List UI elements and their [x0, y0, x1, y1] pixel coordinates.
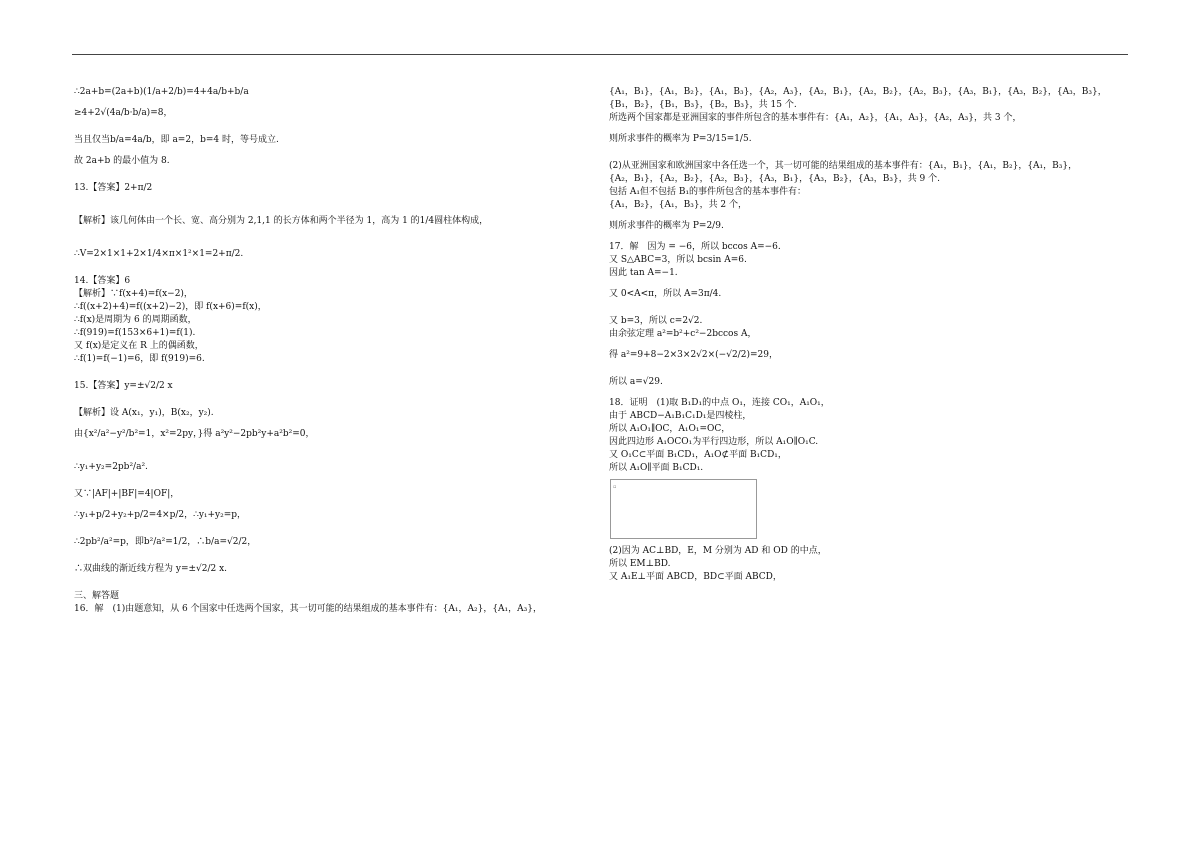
- text-line: 又 A₁E⊥平面 ABCD，BD⊂平面 ABCD，: [609, 572, 782, 582]
- text-line: 又 S△ABC=3，所以 bcsin A=6.: [609, 255, 747, 265]
- text-line: ∴y₁+p/2+y₂+p/2=4×p/2，∴y₁+y₂=p，: [74, 510, 247, 520]
- text-line: 17．解 因为 = −6，所以 bccos A=−6.: [609, 242, 781, 252]
- text-line: 则所求事件的概率为 P=3/15=1/5.: [609, 134, 752, 144]
- text-line: 由余弦定理 a²=b²+c²−2bccos A，: [609, 329, 757, 339]
- text-line: 又 b=3，所以 c=2√2.: [609, 316, 703, 326]
- text-line: 则所求事件的概率为 P=2/9.: [609, 221, 724, 231]
- text-line: 14.【答案】6: [74, 276, 131, 286]
- figure-placeholder-icon: ▫: [613, 484, 617, 490]
- text-line: 所以 A₁O₁∥OC，A₁O₁=OC，: [609, 424, 731, 434]
- text-line: 16．解 (1)由题意知，从 6 个国家中任选两个国家，其一切可能的结果组成的基本事件有：{A₁，A₂}，{A₁，A₃}，: [74, 604, 542, 614]
- text-line: 所以 EM⊥BD.: [609, 559, 671, 569]
- text-line: ∴2a+b=(2a+b)(1/a+2/b)=4+4a/b+b/a: [74, 87, 249, 97]
- text-line: 【解析】∵f(x+4)=f(x−2)，: [74, 289, 193, 299]
- text-line: ∴2pb²/a²=p，即b²/a²=1/2，∴b/a=√2/2，: [74, 537, 257, 547]
- geometry-figure: [610, 479, 757, 539]
- text-line: {A₁，B₂}，{A₁，B₃}，共 2 个，: [609, 200, 748, 210]
- text-line: ∴双曲线的渐近线方程为 y=±√2/2 x.: [74, 564, 228, 574]
- text-line: 当且仅当b/a=4a/b，即 a=2，b=4 时，等号成立.: [74, 135, 279, 145]
- text-line: 所以 a=√29.: [609, 377, 663, 387]
- text-line: ∴f(x)是周期为 6 的周期函数，: [74, 315, 197, 325]
- right-column: [609, 86, 1129, 584]
- text-line: 又 f(x)是定义在 R 上的偶函数，: [74, 341, 204, 351]
- right-column-top: [609, 86, 1129, 475]
- header-rule: [72, 54, 1128, 55]
- text-line: 因此 tan A=−1.: [609, 268, 678, 278]
- text-line: 【解析】设 A(x₁，y₁)，B(x₂，y₂).: [74, 408, 214, 418]
- text-line: 15.【答案】y=±√2/2 x: [74, 381, 173, 391]
- left-column: [74, 86, 584, 616]
- text-line: 所选两个国家都是亚洲国家的事件所包含的基本事件有：{A₁，A₂}，{A₁，A₃}，{A₂，A₃}，共 3 个，: [609, 113, 1022, 123]
- text-line: (2)从亚洲国家和欧洲国家中各任选一个，其一切可能的结果组成的基本事件有：{A₁，B₁}，{A₁，B₂}，{A₁，B₃}，: [609, 161, 1078, 171]
- text-line: 得 a²=9+8−2×3×2√2×(−√2/2)=29，: [609, 350, 778, 360]
- text-line: ∴f((x+2)+4)=f((x+2)−2)，即 f(x+6)=f(x)，: [74, 302, 267, 312]
- text-line: 18．证明 (1)取 B₁D₁的中点 O₁，连接 CO₁，A₁O₁，: [609, 398, 830, 408]
- text-line: ∴f(1)=f(−1)=6，即 f(919)=6.: [74, 354, 205, 364]
- text-line: 由{x²/a²−y²/b²=1，x²=2py，}得 a²y²−2pb²y+a²b²=0，: [74, 429, 315, 439]
- right-column-bottom: [609, 545, 1129, 584]
- text-line: ∴V=2×1×1+2×1/4×π×1²×1=2+π/2.: [74, 249, 244, 259]
- text-line: {A₂，B₁}，{A₂，B₂}，{A₂，B₃}，{A₃，B₁}，{A₃，B₂}，{A₃，B₃}，共 9 个.: [609, 174, 940, 184]
- text-line: ∴y₁+y₂=2pb²/a².: [74, 462, 148, 472]
- text-line: 三、解答题: [74, 591, 120, 601]
- text-line: 【解析】该几何体由一个长、宽、高分别为 2,1,1 的长方体和两个半径为 1，高为 1 的1/4圆柱体构成，: [74, 216, 489, 226]
- text-line: ∴f(919)=f(153×6+1)=f(1).: [74, 328, 196, 338]
- text-line: 13.【答案】2+π/2: [74, 183, 153, 193]
- text-line: ≥4+2√(4a/b·b/a)=8，: [74, 108, 173, 118]
- text-line: 故 2a+b 的最小值为 8.: [74, 156, 170, 166]
- text-line: 又 0<A<π，所以 A=3π/4.: [609, 289, 722, 299]
- text-line: 由于 ABCD−A₁B₁C₁D₁是四棱柱，: [609, 411, 752, 421]
- text-line: 又 O₁C⊂平面 B₁CD₁，A₁O⊄平面 B₁CD₁，: [609, 450, 787, 460]
- text-line: 包括 A₁但不包括 B₁的事件所包含的基本事件有：: [609, 187, 807, 197]
- text-line: {A₁，B₁}，{A₁，B₂}，{A₁，B₃}，{A₂，A₃}，{A₂，B₁}，{A₂，B₂}，{A₂，B₃}，{A₃，B₁}，{A₃，B₂}，{A₃，B₃}，: [609, 87, 1107, 97]
- text-line: {B₁，B₂}，{B₁，B₃}，{B₂，B₃}，共 15 个.: [609, 100, 797, 110]
- text-line: (2)因为 AC⊥BD，E，M 分别为 AD 和 OD 的中点，: [609, 546, 827, 556]
- text-line: 又∵|AF|+|BF|=4|OF|，: [74, 489, 180, 499]
- text-line: 因此四边形 A₁OCO₁为平行四边形，所以 A₁O∥O₁C.: [609, 437, 819, 447]
- text-line: 所以 A₁O∥平面 B₁CD₁.: [609, 463, 704, 473]
